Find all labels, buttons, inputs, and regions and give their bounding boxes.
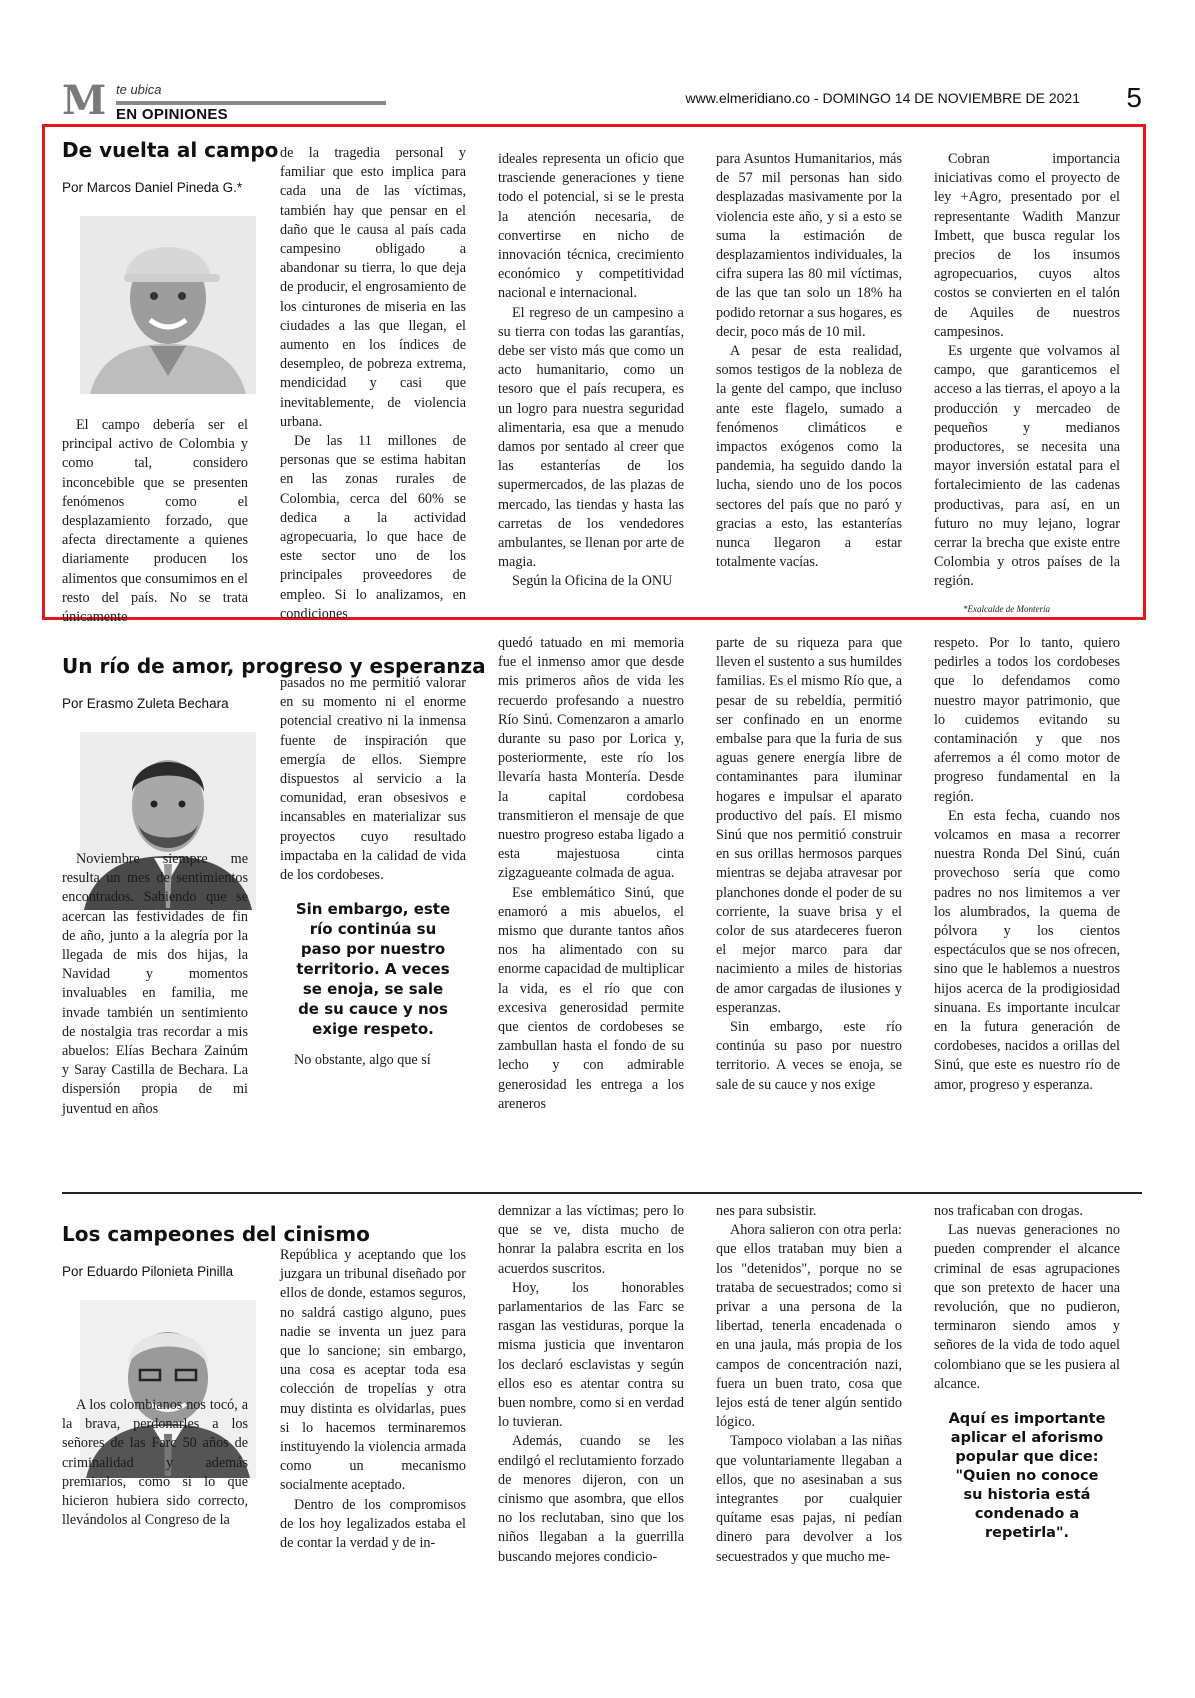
article-column-3 <box>498 634 684 1114</box>
article-column-5 <box>934 634 1120 1095</box>
pull-quote: Aquí es importante aplicar el aforismo popular que dice: "Quien no conoce su historia está condenado a repetirla". <box>948 1411 1106 1542</box>
paragraph: para Asuntos Humanitarios, más de 57 mil personas han sido desplazadas masivamente por la violencia este año, y si a esto se suma la estimación de desplazamientos individuales, la cifra supera las 80 mil víctimas, de las que tan solo un 18% ha podido retornar a sus hogares, es decir, poco más de 10 mil. <box>716 151 902 340</box>
article-column-5 <box>934 150 1120 619</box>
paragraph: Cobran importancia iniciativas como el proyecto de ley +Agro, presentado por el representante Wadith Manzur Imbett, que busca regular los precios de los insumos agropecuarios, cuyos altos costos se convierten en el talón de Aquiles de nuestros campesinos. <box>934 151 1120 340</box>
paragraph: En esta fecha, cuando nos volcamos en masa a recorrer nuestra Ronda Del Sinú, cuán provechoso sería que como padres no nos limitemos a ver los alumbrados, la quema de pólvora y los cientos espectáculos que se nos ofrecen, sino que le hablemos a nuestros hijos acerca de la prodigiosidad sinuana. Es importante inculcar en la futura generación de cordobeses, nacidos a orillas del Sinú, que este es nuestro río de amor, progreso y esperanza. <box>934 807 1120 1093</box>
paragraph: Dentro de los compromisos de los hoy legalizados estaba el de contar la verdad y de in- <box>280 1496 466 1552</box>
article-column-4 <box>716 150 902 572</box>
paragraph: Tampoco violaban a las niñas que voluntariamente llegaban a ellos, que no asesinaban a sus integrantes por cualquier quítame esas pajas, ni pedían dinero para devolver a los secuestrados y que mucho me- <box>716 1433 902 1565</box>
newspaper-logo: M <box>62 77 107 124</box>
paragraph: Sin embargo, este río continúa su paso por nuestro territorio. A veces se enoja, se sale de su cauce y nos exige <box>716 1019 902 1093</box>
author-portrait-cap-icon <box>80 216 256 394</box>
paragraph: parte de su riqueza para que lleven el sustento a sus humildes familias. Es el mismo Río que, a pesar de su rebeldía, permitió ser confinado en un enorme embalse para que la furia de sus aguas genere energía libre de contaminantes para iluminar hogares e impulsar el aparato productivo del país. El mismo Sinú que nos permitió construir en sus orillas hermosos parques mientras se dejaba atravesar por planchones donde el poder de su corriente, la suave brisa y el color de sus atardeceres fueron el mejor marco para dar nacimiento a miles de historias de amor cargadas de ilusiones y esperanzas. <box>716 635 902 1016</box>
article-column-2 <box>280 674 466 1070</box>
article-los-campeones-del-cinismo <box>62 1203 1142 1678</box>
section-tagline: EN OPINIONES <box>116 106 228 123</box>
paragraph: A los colombianos nos tocó, a la brava, perdonarles a los señores de las Farc 50 años de criminalidad y además premiarlos, como si lo que hicieron hubiera sido correcto, llevándolos al Congreso de la <box>62 1397 248 1529</box>
paragraph: Las nuevas generaciones no pueden comprender el alcance criminal de esas agrupaciones que son pretexto de hacer una revolución, que no pudieron, terminaron siendo amos y señores de la vida de todo aquel colombiano que se les pusiera al alcance. <box>934 1222 1120 1392</box>
article-column-1 <box>62 1396 248 1530</box>
paragraph: pasados no me permitió valorar en su momento ni el enorme potencial creativo ni la inmensa fuente de inspiración que emergía de ellos. Siempre dispuestos al servicio a la comunidad, eran obsesivos e incansables en materializar sus proyectos cuyo resultado impactaba en la calidad de vida de los cordobeses. <box>280 675 466 884</box>
paragraph: A pesar de esta realidad, somos testigos de la nobleza de la gente del campo, que incluso ante este flagelo, sumado a fenómenos climáticos e impactos exógenos como la pandemia, ha seguido dando la lucha, siendo uno de los pocos sectores del país que no paró y gracias a esto, las estanterías nunca llegaron a estar totalmente vacías. <box>716 343 902 571</box>
article-byline: Por Eduardo Pilonieta Pinilla <box>62 1264 234 1279</box>
article-column-2 <box>280 1246 466 1553</box>
pull-quote: Sin embargo, este río continúa su paso por nuestro territorio. A veces se enoja, se sale de su cauce y nos exige respeto. <box>295 900 451 1039</box>
site-and-date: www.elmeridiano.co - DOMINGO 14 DE NOVIEMBRE DE 2021 <box>685 90 1080 106</box>
paragraph: El regreso de un campesino a su tierra con todas las garantías, debe ser visto más que como un acto humanitario, como un tesoro que el país recupera, es un logro para nuestra seguridad alimentaria, esa que a menudo damos por sentado al creer que las estanterías de los supermercados, de las plazas de mercado, las tiendas y hasta las carretas de los vendedores ambulantes, se llenan por arte de magia. <box>498 304 684 571</box>
paragraph: nos traficaban con drogas. <box>934 1203 1083 1219</box>
paragraph: Noviembre siempre me resulta un mes de sentimientos encontrados. Sabiendo que se acercan las festividades de fin de año, junto a la alegría por la llegada de mis dos hijas, la Navidad y momentos invaluables en familia, me invade también un sentimiento de nostalgia tras recordar a mis abuelos: Elías Bechara Zainúm y Saray Castilla de Bechara. La dispersión propia de mi juventud en años <box>62 851 248 1117</box>
section-divider <box>62 1192 1142 1194</box>
paragraph: Según la Oficina de la ONU <box>512 573 673 590</box>
article-column-5 <box>934 1202 1120 1543</box>
article-column-1 <box>62 416 248 627</box>
paragraph: Ese emblemático Sinú, que enamoró a mis abuelos, el mismo que durante tantos años nos ha alimentado con su enorme capacidad de multiplicar la vida, es el río que con excesiva generosidad permite que cientos de cordobeses se zambullan hasta el fondo de su lecho y con admirable generosidad les entrega a los areneros <box>498 884 684 1112</box>
page-header <box>62 77 1142 124</box>
paragraph: De las 11 millones de personas que se estima habitan en las zonas rurales de Colombia, cerca del 60% se dedica a la actividad agropecuaria, lo que hace de este sector uno de los principales proveedores de empleo. Si lo analizamos, en condiciones <box>280 433 466 622</box>
article-column-3 <box>498 1202 684 1567</box>
article-column-2 <box>280 144 466 624</box>
paragraph: de la tragedia personal y familiar que esto implica para cada una de las víctimas, también hay que pensar en el daño que le causa al país cada campesino obligado a abandonar su tierra, lo que deja de producir, el engrosamiento de los cinturones de miseria en las ciudades a las que llegan, el aumento en los índices de desempleo, de pobreza extrema, mendicidad y casi que inevitablemente, de violencia urbana. <box>280 145 466 430</box>
paragraph: El campo debería ser el principal activo de Colombia y como tal, considero inconcebible que se presenten fenómenos como el desplazamiento forzado, que afecta directamente a quienes diariamente producen los alimentos que consumimos en el resto del país. No se trata únicamente <box>62 417 248 626</box>
article-byline: Por Erasmo Zuleta Bechara <box>62 696 229 711</box>
article-column-1 <box>62 850 248 1119</box>
paragraph: demnizar a las víctimas; pero lo que se ve, dista mucho de honrar la palabra escrita en los acuerdos suscritos. <box>498 1203 684 1277</box>
paragraph: Ahora salieron con otra perla: que ellos trataban muy bien a los "detenidos", porque no se trataba de secuestrados; como si privar a una persona de la libertad, tenerla encadenada o en una jaula, más propia de los campos de concentración nazi, fuera un buen trato, cosa que lejos está de tener algún sentido lógico. <box>716 1222 902 1431</box>
article-un-rio-de-amor <box>62 635 1142 1184</box>
article-title: Los campeones del cinismo <box>62 1222 370 1246</box>
paragraph: respeto. Por lo tanto, quiero pedirles a todos los cordobeses que lo defendamos como nuestro mayor patrimonio, que lo cuidemos evitando su contaminación y que nos aferremos a él como motor de progreso fundamental en la región. <box>934 635 1120 805</box>
paragraph: Además, cuando se les endilgó el reclutamiento forzado de menores dijeron, con un cinismo que asombra, que ellos no los reclutaban, sino que los niños llegaban a la guerrilla buscando mejores condicio- <box>498 1433 684 1565</box>
section-tagline-small: te ubica <box>116 82 162 97</box>
article-column-3 <box>498 150 684 592</box>
page-number: 5 <box>1126 82 1142 113</box>
paragraph: nes para subsistir. <box>716 1203 817 1219</box>
article-title: Un río de amor, progreso y esperanza <box>62 654 486 678</box>
article-byline: Por Marcos Daniel Pineda G.* <box>62 180 243 195</box>
author-footnote: *Exalcalde de Montería <box>963 603 1050 614</box>
paragraph: quedó tatuado en mi memoria fue el inmenso amor que desde mis primeros años de vida les recuerdo profesando a nuestro Río Sinú. Comenzaron a amarlo durante su paso por Lorica y, posteriormente, este río los llevaría hasta Montería. Desde la capital cordobesa transmitieron el mensaje de que nuestro progreso estaba ligado a esta majestuosa cinta zigzagueante colmada de agua. <box>498 635 684 882</box>
article-de-vuelta-al-campo <box>62 124 1142 626</box>
paragraph: No obstante, algo que sí <box>294 1052 431 1069</box>
article-column-4 <box>716 1202 902 1567</box>
paragraph: Hoy, los honorables parlamentarios de las Farc se rasgan las vestiduras, porque la misma justicia que inventaron los declaró esclavistas y según ellos eso es atentar contra su buen nombre, como si en verdad lo tuvieran. <box>498 1279 684 1431</box>
article-title: De vuelta al campo <box>62 138 279 162</box>
paragraph: Es urgente que volvamos al campo, que garanticemos el acceso a las tierras, el apoyo a la producción y mercadeo de pequeños y medianos productores, se necesita una mayor inversión estatal para el fortalecimiento de las cadenas productivas, para así, en un futuro no muy lejano, lograr cerrar la brecha que existe entre Colombia y otros países de la región. <box>934 343 1120 590</box>
article-column-4 <box>716 634 902 1095</box>
section-tagline-rule <box>116 101 386 105</box>
paragraph: República y aceptando que los juzgara un tribunal diseñado por ellos de donde, estamos seguros, no saldrá castigo alguno, pues nadie se inventa un juez para que lo sancione; sin embargo, una cosa es aceptar toda esa colección de tropelías y otra muy distinta es olvidarlas, pues si lo hacemos terminaremos instituyendo la violencia armada como un mecanismo socialmente aceptado. <box>280 1247 466 1494</box>
paragraph: ideales representa un oficio que trasciende generaciones y tiene todo el potencial, si se le presta la atención necesaria, de convertirse en nicho de innovación técnica, crecimiento económico y competitividad nacional e internacional. <box>498 151 684 302</box>
